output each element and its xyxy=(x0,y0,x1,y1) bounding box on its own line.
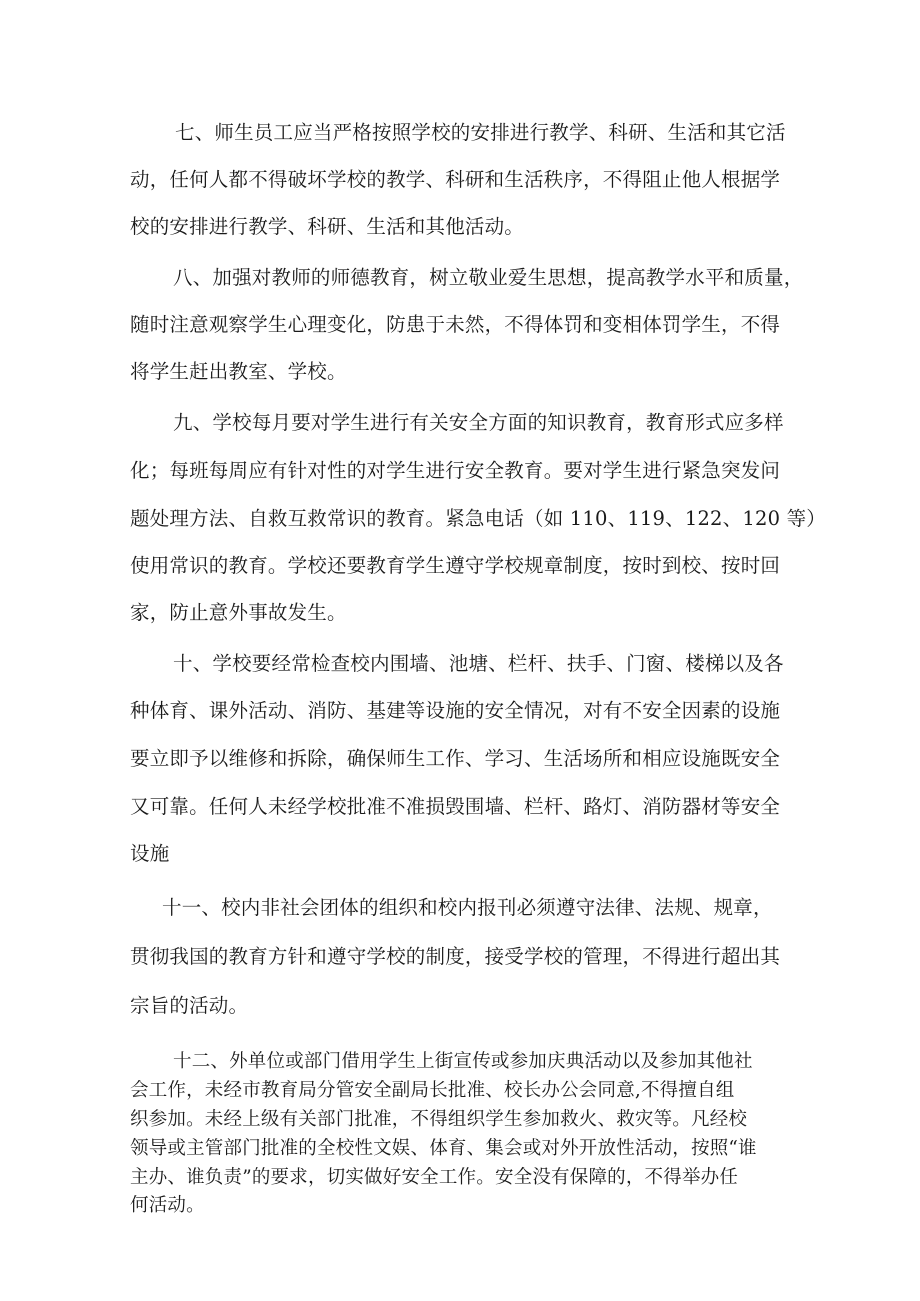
paragraph-line: 随时注意观察学生心理变化，防患于未然，不得体罚和变相体罚学生，不得 xyxy=(130,313,781,336)
paragraph-line: 校的安排进行教学、科研、生活和其他活动。 xyxy=(130,215,525,238)
paragraph-line: 又可靠。任何人未经学校批准不准损毁围墙、栏杆、路灯、消防器材等安全 xyxy=(130,795,781,818)
paragraph-line: 十一、校内非社会团体的组织和校内报刊必须遵守法律、法规、规章， xyxy=(162,896,773,919)
paragraph-line: 十、学校要经常检查校内围墙、池塘、栏杆、扶手、门窗、楼梯以及各 xyxy=(173,652,784,675)
paragraph-line: 九、学校每月要对学生进行有关安全方面的知识教育，教育形式应多样 xyxy=(173,411,784,434)
paragraph-line: 八、加强对教师的师德教育，树立敬业爱生思想，提高教学水平和质量， xyxy=(173,266,804,289)
paragraph-line: 动，任何人都不得破坏学校的教学、科研和生活秩序，不得阻止他人根据学 xyxy=(130,168,781,191)
paragraph-line: 十二、外单位或部门借用学生上街宣传或参加庆典活动以及参加其他社 xyxy=(173,1051,753,1072)
paragraph-line: 题处理方法、自救互救常识的教育。紧急电话（如 110、119、122、120 等） xyxy=(130,507,826,530)
paragraph-line: 家，防止意外事故发生。 xyxy=(130,601,347,624)
paragraph-line: 化；每班每周应有针对性的对学生进行安全教育。要对学生进行紧急突发问 xyxy=(130,459,781,482)
paragraph-line: 使用常识的教育。学校还要教育学生遵守学校规章制度，按时到校、按时回 xyxy=(130,554,781,577)
paragraph-line: 将学生赶出教室、学校。 xyxy=(130,360,347,383)
paragraph-line: 宗旨的活动。 xyxy=(130,994,249,1017)
paragraph-line: 贯彻我国的教育方针和遵守学校的制度，接受学校的管理，不得进行超出其 xyxy=(130,945,781,968)
paragraph-line: 织参加。未经上级有关部门批准，不得组织学生参加救火、救灾等。凡经校 xyxy=(130,1109,748,1130)
paragraph-line: 会工作，未经市教育局分管安全副局长批准、校长办公会同意,不得擅自组 xyxy=(130,1080,735,1101)
paragraph-line: 种体育、课外活动、消防、基建等设施的安全情况，对有不安全因素的设施 xyxy=(130,699,781,722)
paragraph-line: 七、师生员工应当严格按照学校的安排进行教学、科研、生活和其它活 xyxy=(175,121,786,144)
paragraph-line: 设施 xyxy=(130,842,170,865)
paragraph-line: 领导或主管部门批准的全校性文娱、体育、集会或对外开放性活动，按照“谁 xyxy=(130,1138,757,1159)
paragraph-line: 要立即予以维修和拆除，确保师生工作、学习、生活场所和相应设施既安全 xyxy=(130,747,781,770)
paragraph-line: 主办、谁负责”的要求，切实做好安全工作。安全没有保障的，不得举办任 xyxy=(130,1167,739,1188)
paragraph-line: 何活动。 xyxy=(130,1195,205,1216)
